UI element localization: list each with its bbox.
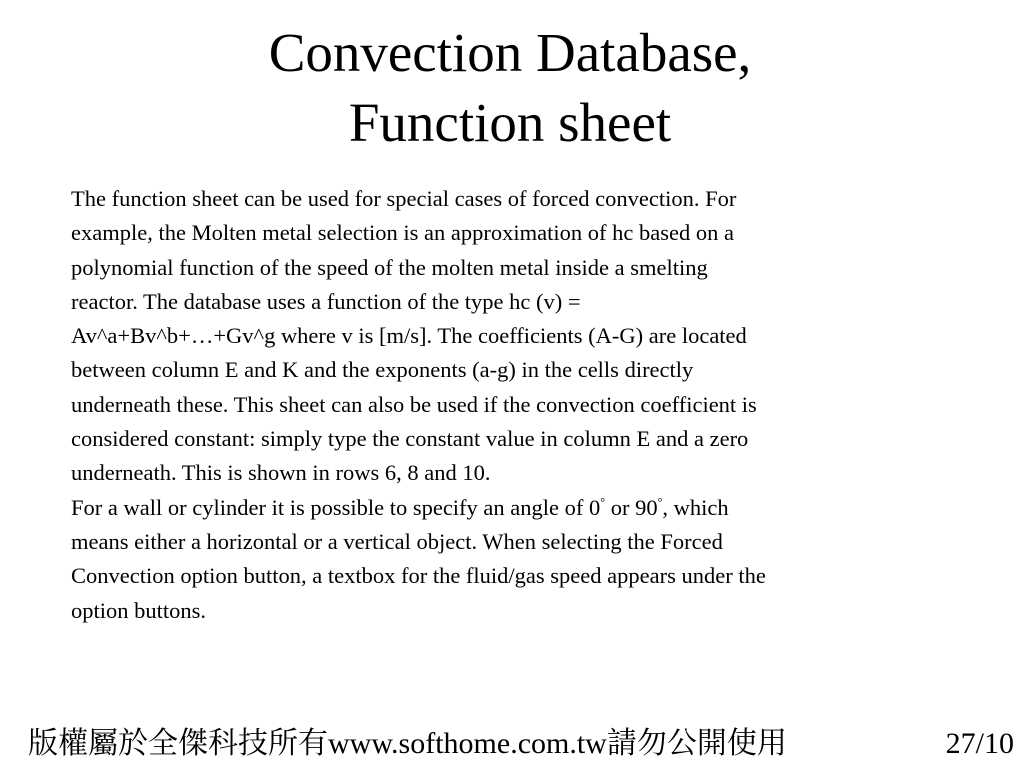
text-line: underneath. This is shown in rows 6, 8 and 10. [71,460,491,486]
text-line: reactor. The database uses a function of the type hc (v) = [71,288,581,314]
text-line: Convection option button, a textbox for the fluid/gas speed appears under the [71,563,766,589]
text-line: considered constant: simply type the constant value in column E and a zero [71,426,749,452]
paragraph-wall-cylinder [71,491,961,628]
text-segment: For a wall or cylinder it is possible to specify an angle of 0 [71,494,601,520]
text-line: underneath these. This sheet can also be used if the convection coefficient is [71,391,757,417]
text-line [71,491,961,525]
text-line: means either a horizontal or a vertical object. When selecting the Forced [71,528,723,554]
degree-symbol: ° [600,494,606,509]
slide-title-line-2: Function sheet [348,92,672,153]
text-segment: or 90 [605,494,658,520]
text-line: The function sheet can be used for special cases of forced convection. For [71,186,737,211]
slide-title [0,18,1020,158]
text-line: example, the Molten metal selection is an approximation of hc based on a [71,220,734,246]
text-line: between column E and K and the exponents (a-g) in the cells directly [71,357,694,383]
slide-title-line-1: Convection Database, [268,22,752,83]
page-number: 27/10 [945,727,1014,760]
text-line: option buttons. [71,597,207,623]
text-line: polynomial function of the speed of the molten metal inside a smelting [71,254,708,280]
body-text [71,182,961,628]
footer-copyright: 版權屬於全傑科技所有www.softhome.com.tw請勿公開使用 [28,727,787,760]
degree-symbol: ° [657,494,663,509]
text-line: Av^a+Bv^b+…+Gv^g where v is [m/s]. The coefficients (A-G) are located [71,323,747,349]
paragraph-function-sheet [71,182,961,491]
text-segment: , which [662,494,729,520]
